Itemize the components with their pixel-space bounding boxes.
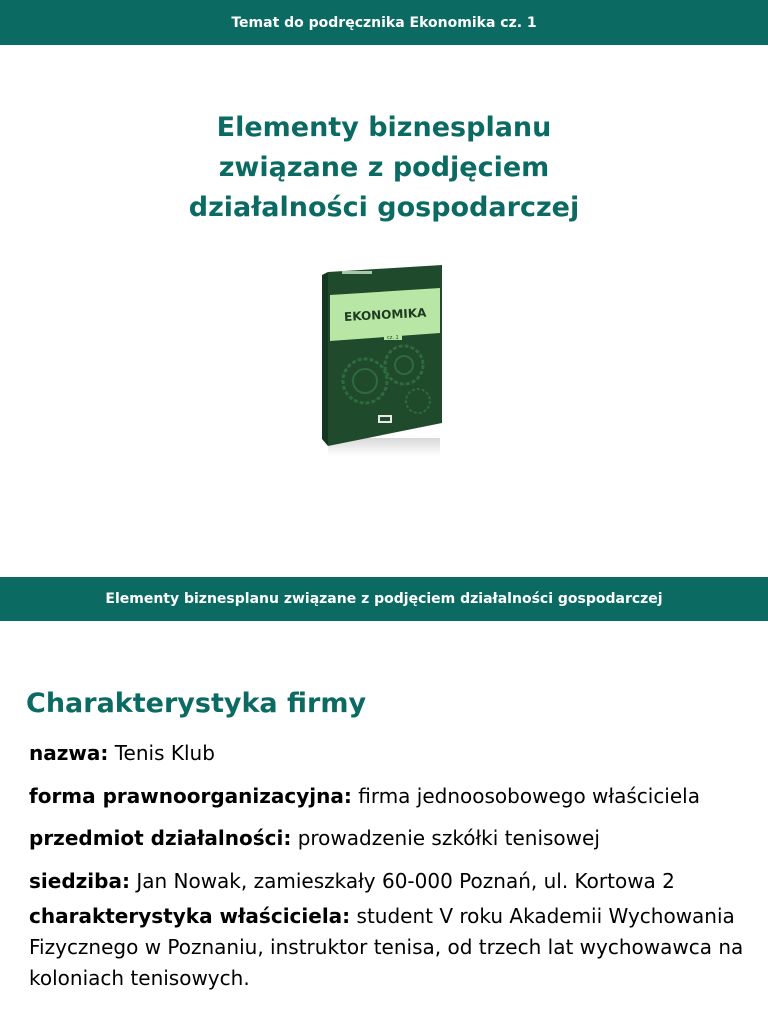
firm-name-row [29,738,749,769]
legal-form-row [29,781,749,812]
business-subject-row [29,823,749,854]
owner-profile-label: charakterystyka właściciela: [29,904,351,928]
headquarters-value: Jan Nowak, zamieszkały 60-000 Poznań, ul. Kortowa 2 [136,869,675,893]
slide1-title [0,108,768,228]
book-title-text: EKONOMIKA [343,305,427,324]
owner-profile-value: student V roku Akademii Wychowania Fizycznego w Poznaniu, instruktor tenisa, od trzech lat wychowawca na koloniach tenisowych. [29,904,744,990]
owner-profile-row [29,901,749,994]
slide1-title-line-2: związane z podjęciem [218,152,550,183]
headquarters-row [29,866,749,897]
legal-form-value: firma jednoosobowego właściciela [358,784,700,808]
book-cover-image [322,263,444,458]
slide1-header-band [0,0,768,45]
slide1-title-line-3: działalności gospodarczej [188,192,580,223]
firm-name-label: nazwa: [29,741,109,765]
firm-name-value: Tenis Klub [114,741,215,765]
slide1-title-line-1: Elementy biznesplanu [216,112,552,143]
slide2-header-text: Elementy biznesplanu związane z podjęciem działalności gospodarczej [105,591,663,607]
slide2-heading: Charakterystyka firmy [26,688,367,719]
book-part-text: cz. 1 [387,335,399,341]
legal-form-label: forma prawnoorganizacyjna: [29,784,352,808]
slide1-header-text: Temat do podręcznika Ekonomika cz. 1 [231,14,537,31]
slide2-header-band [0,577,768,621]
headquarters-label: siedziba: [29,869,130,893]
business-subject-value: prowadzenie szkółki tenisowej [297,826,600,850]
business-subject-label: przedmiot działalności: [29,826,292,850]
